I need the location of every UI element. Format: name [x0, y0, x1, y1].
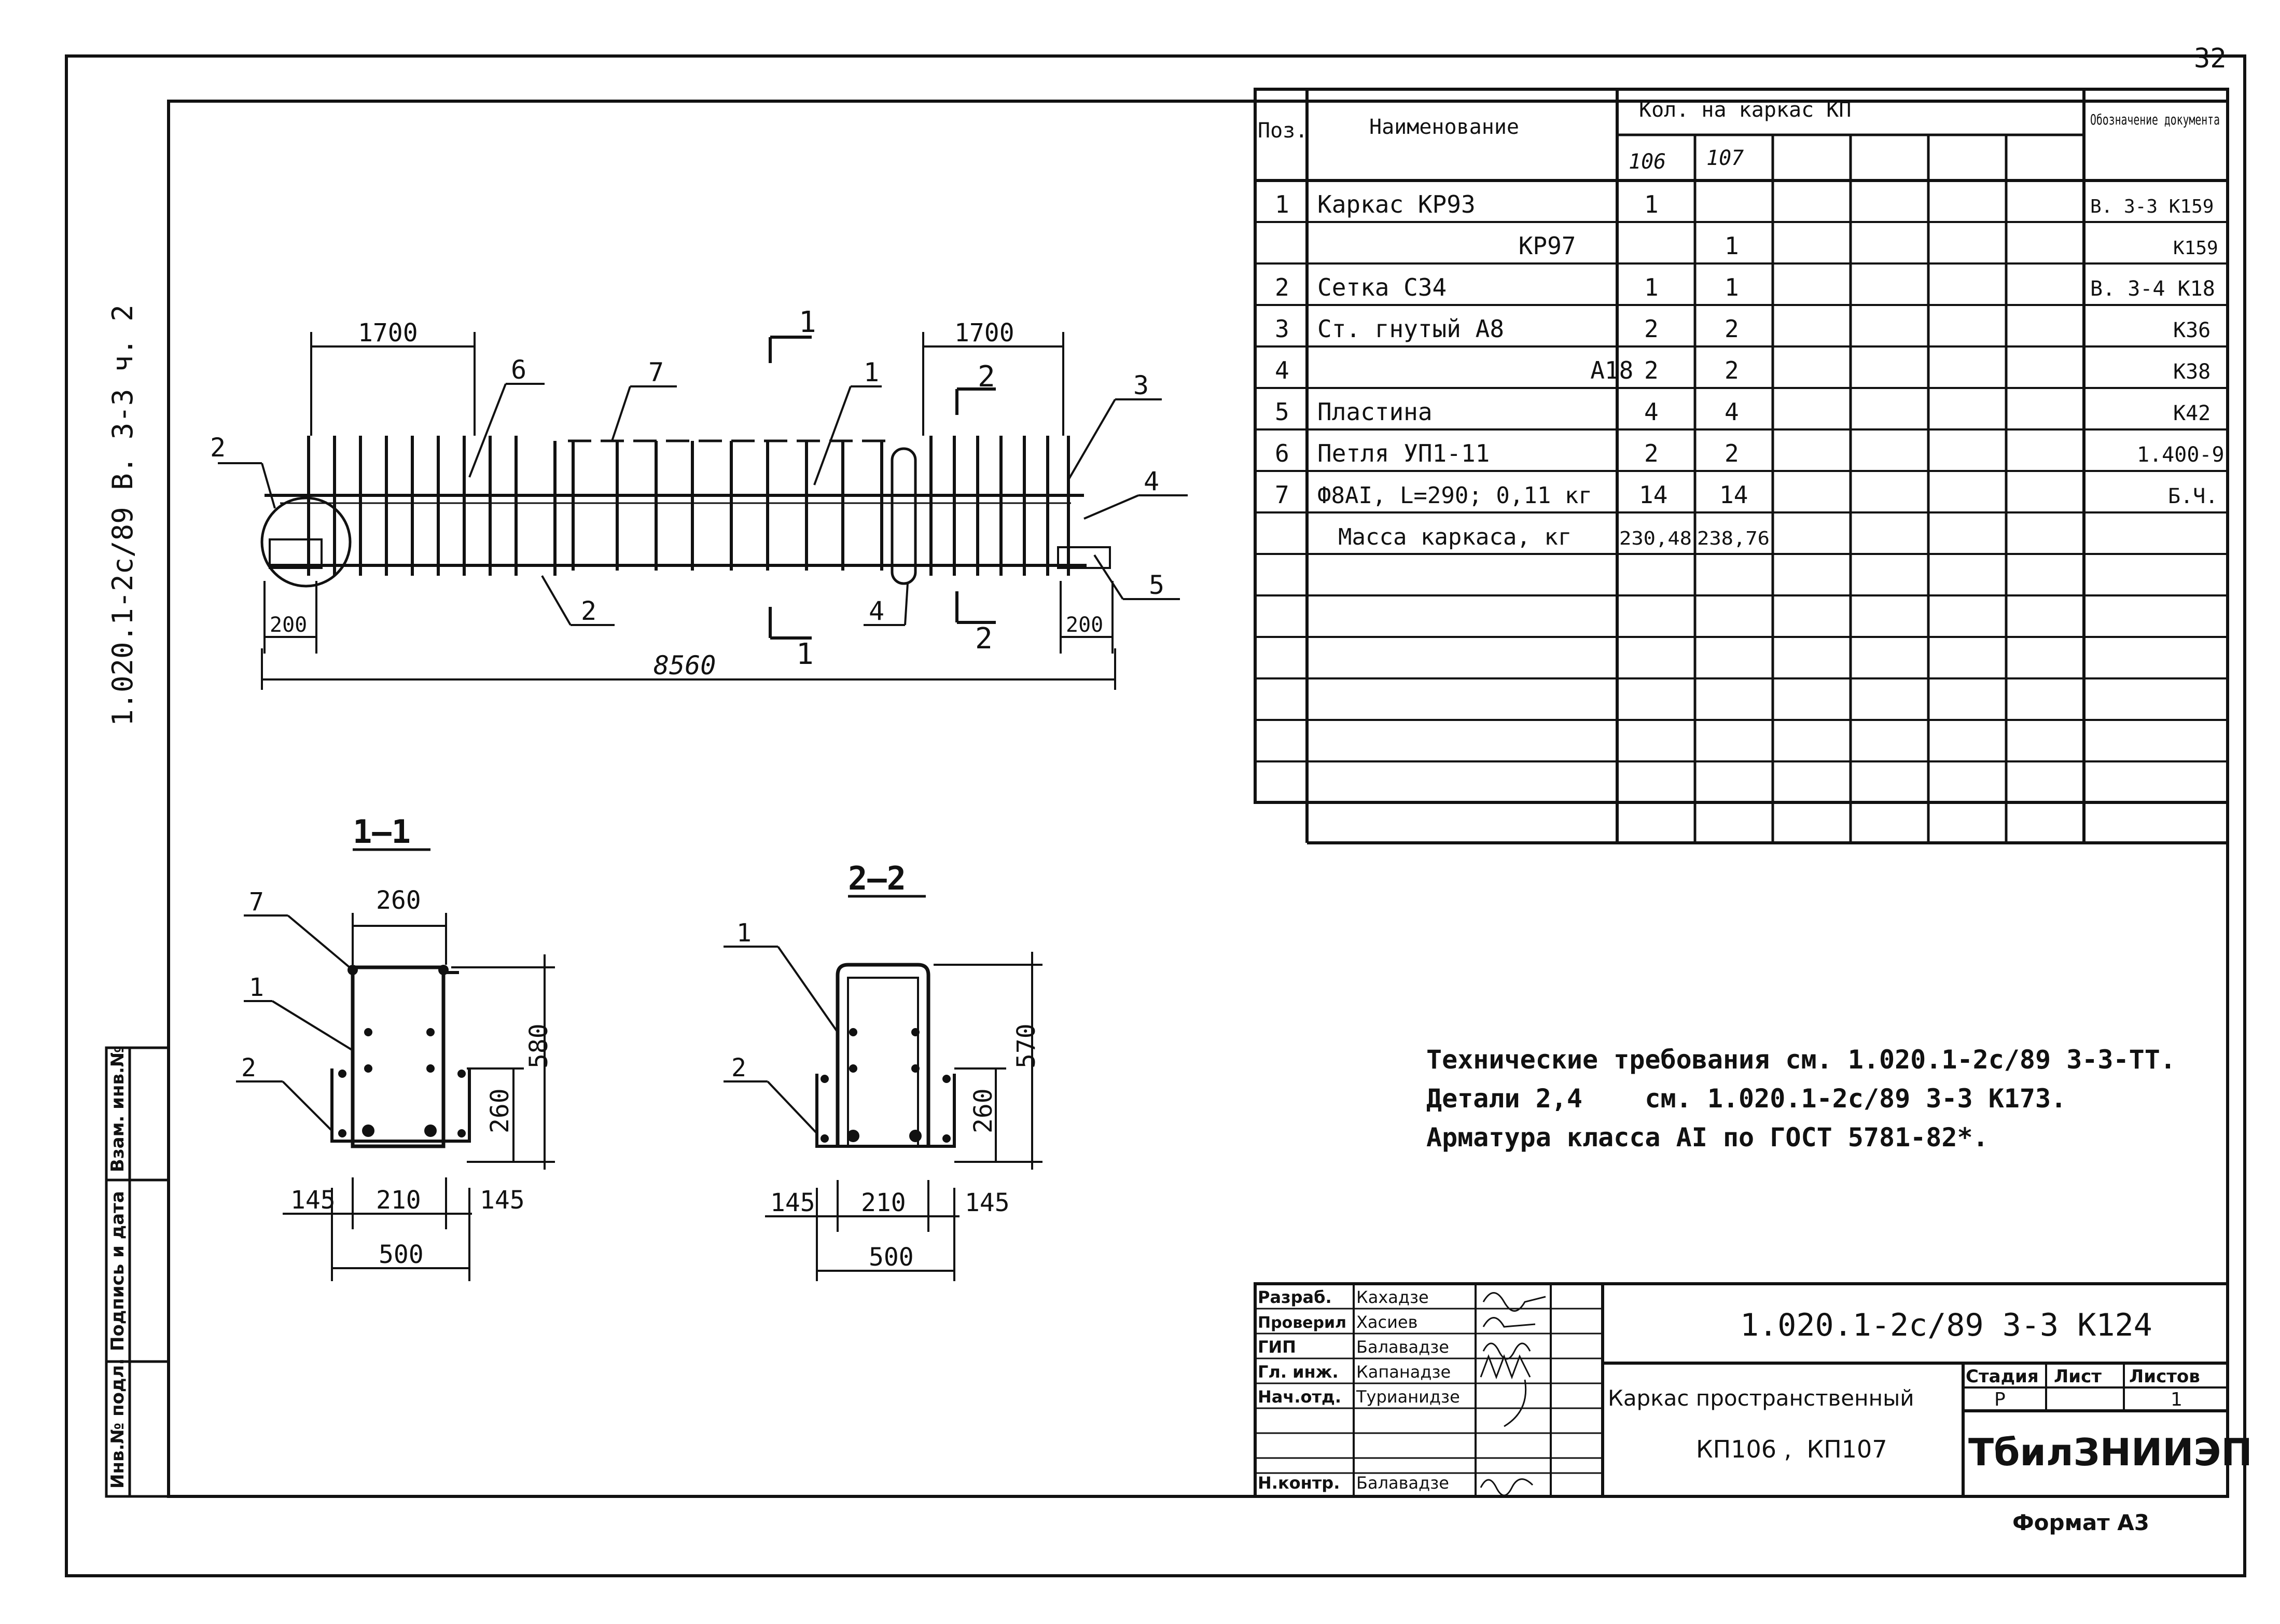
leader-2-bottom: 2: [581, 596, 597, 626]
title-line-1: Каркас пространственный: [1608, 1385, 1914, 1411]
signature-icon: [1483, 1343, 1530, 1359]
spec-header-107: 107: [1706, 146, 1744, 170]
spec-row: [1338, 524, 1770, 550]
s1-leader-2: 2: [241, 1053, 256, 1082]
signature-icon: [1504, 1380, 1526, 1426]
stirrups-right: [931, 436, 1068, 576]
technical-notes: [1426, 1045, 2176, 1153]
sheet-label: Лист: [2054, 1366, 2102, 1387]
leader-4-loop: 4: [869, 596, 885, 626]
svg-text:КР97: КР97: [1317, 232, 1576, 260]
sheets-label: Листов: [2129, 1366, 2200, 1387]
spec-row: [1275, 315, 2211, 343]
signature-row: [1258, 1380, 1526, 1426]
section-mark-1-top: 1: [799, 306, 816, 339]
side-label-sign: Подпись и дата: [107, 1191, 128, 1351]
signature-icon: [1483, 1318, 1535, 1327]
note-line-3: Арматура класса AI по ГОСТ 5781-82*.: [1426, 1122, 1989, 1153]
svg-text:5: 5: [1275, 398, 1289, 426]
svg-text:230,48: 230,48: [1619, 528, 1692, 549]
detail-circle: [262, 498, 350, 586]
s2-dim-500: 500: [869, 1243, 914, 1272]
svg-text:ГИП: ГИП: [1258, 1337, 1296, 1357]
svg-text:1: 1: [1725, 273, 1739, 301]
spec-header-pos: Поз.: [1258, 119, 1308, 143]
sheet-number: 32: [2194, 43, 2227, 74]
signature-icon: [1481, 1479, 1533, 1495]
note-line-2: Детали 2,4 см. 1.020.1-2с/89 3-3 К173.: [1426, 1084, 2067, 1114]
dim-1700-right: 1700: [954, 318, 1014, 348]
spec-header-qty: Кол. на каркас КП: [1639, 98, 1852, 122]
svg-text:2: 2: [1275, 273, 1289, 301]
svg-text:2: 2: [1725, 356, 1739, 384]
svg-text:6: 6: [1275, 439, 1289, 467]
svg-text:Ф8АI, L=290; 0,11 кг: Ф8АI, L=290; 0,11 кг: [1317, 482, 1592, 509]
s2-dim-145-right: 145: [965, 1188, 1010, 1217]
stirrups-left: [309, 436, 555, 576]
svg-text:Гл. инж.: Гл. инж.: [1258, 1362, 1339, 1382]
signature-row: [1258, 1337, 1530, 1359]
svg-text:Капанадзе: Капанадзе: [1356, 1362, 1451, 1382]
side-label-inv: Инв.№ подл.: [107, 1358, 128, 1489]
elevation-view: [210, 306, 1188, 690]
svg-text:2: 2: [1725, 439, 1739, 467]
svg-text:Кахадзе: Кахадзе: [1356, 1287, 1429, 1307]
stage-value: Р: [1994, 1389, 2006, 1410]
spec-row: [1275, 439, 2225, 467]
spec-row: [1275, 481, 2218, 509]
s1-dim-145-right: 145: [480, 1186, 525, 1215]
section-1-title: 1–1: [353, 813, 411, 851]
svg-text:Разраб.: Разраб.: [1258, 1287, 1332, 1307]
svg-text:2: 2: [1725, 315, 1739, 343]
s2-leader-1: 1: [736, 919, 752, 948]
leader-7: 7: [648, 357, 664, 387]
org-name: ТбилЗНИИЭП: [1968, 1431, 2253, 1474]
leader-2-detail: 2: [210, 433, 226, 463]
svg-text:1: 1: [1644, 273, 1659, 301]
dim-8560: 8560: [654, 650, 716, 681]
s1-dim-260-lower: 260: [485, 1088, 515, 1133]
title-block: [1255, 1284, 2253, 1496]
s2-dim-210: 210: [861, 1188, 906, 1217]
side-strip: [106, 304, 169, 1496]
svg-text:Турианидзе: Турианидзе: [1356, 1387, 1460, 1407]
lifting-loop: [892, 449, 915, 584]
s2-leader-2: 2: [731, 1053, 746, 1082]
section-mark-1-bottom: 1: [796, 637, 814, 671]
svg-text:4: 4: [1275, 356, 1289, 384]
svg-text:2: 2: [1644, 356, 1659, 384]
s2-dim-145-left: 145: [770, 1188, 815, 1217]
s2-dim-570: 570: [1012, 1023, 1041, 1068]
svg-text:Масса каркаса, кг: Масса каркаса, кг: [1338, 524, 1572, 550]
stirrups-middle: [573, 441, 882, 571]
spec-header-106: 106: [1629, 150, 1666, 174]
stage-label: Стадия: [1966, 1366, 2039, 1387]
section-mark-2-top: 2: [978, 360, 995, 394]
spec-row: [1275, 190, 2214, 218]
s1-dim-580: 580: [524, 1023, 553, 1068]
spec-header-doc: Обозначение документа: [2090, 111, 2220, 128]
svg-text:К159: К159: [2173, 238, 2218, 259]
s1-leader-1: 1: [249, 973, 264, 1002]
svg-text:3: 3: [1275, 315, 1289, 343]
s2-dim-260-lower: 260: [969, 1088, 998, 1133]
note-line-1: Технические требования см. 1.020.1-2с/89 3-3-ТТ.: [1426, 1045, 2176, 1075]
svg-text:К36: К36: [2173, 318, 2211, 342]
spec-header-name: Наименование: [1369, 115, 1519, 139]
svg-text:14: 14: [1719, 481, 1748, 509]
svg-text:14: 14: [1639, 481, 1668, 509]
spec-row: [1275, 356, 2211, 384]
section-mark-2-bottom: 2: [975, 622, 993, 656]
s1-dim-500: 500: [379, 1240, 424, 1269]
sheets-value: 1: [2171, 1389, 2182, 1410]
dim-200-left: 200: [270, 613, 308, 637]
svg-text:Б.Ч.: Б.Ч.: [2168, 484, 2218, 508]
doc-code: 1.020.1-2с/89 3-3 К124: [1740, 1307, 2152, 1343]
svg-text:Ст. гнутый А8: Ст. гнутый А8: [1317, 315, 1505, 343]
svg-text:Проверил: Проверил: [1258, 1314, 1346, 1332]
signature-row: [1258, 1287, 1546, 1311]
s1-leader-7: 7: [249, 887, 264, 917]
s1-dim-210: 210: [376, 1186, 421, 1215]
dim-200-right: 200: [1066, 613, 1104, 637]
svg-text:2: 2: [1644, 315, 1659, 343]
signature-icon: [1481, 1356, 1530, 1377]
svg-text:1: 1: [1725, 232, 1739, 260]
svg-text:К42: К42: [2173, 401, 2211, 425]
leader-4: 4: [1144, 466, 1160, 496]
inner-frame: [169, 101, 2228, 1496]
side-code: 1.020.1-2с/89 В. 3-3 ч. 2: [106, 304, 139, 726]
leader-5: 5: [1149, 570, 1165, 600]
svg-text:К38: К38: [2173, 360, 2211, 384]
svg-text:А18: А18: [1317, 356, 1634, 384]
title-line-2: КП106 , КП107: [1696, 1435, 1887, 1463]
leader-1: 1: [864, 357, 880, 387]
section-2-title: 2–2: [848, 859, 906, 897]
svg-text:Каркас КР93: Каркас КР93: [1317, 190, 1476, 218]
svg-text:Н.контр.: Н.контр.: [1258, 1473, 1340, 1493]
signature-row: [1258, 1473, 1533, 1495]
svg-text:Балавадзе: Балавадзе: [1356, 1473, 1449, 1493]
s1-dim-260-top: 260: [376, 886, 421, 915]
spec-row: [1275, 273, 2215, 301]
svg-text:1.400-9: 1.400-9: [2137, 443, 2225, 467]
leader-6: 6: [511, 355, 527, 385]
svg-text:238,76: 238,76: [1697, 528, 1770, 549]
svg-text:Хасиев: Хасиев: [1356, 1312, 1418, 1332]
svg-text:Нач.отд.: Нач.отд.: [1258, 1387, 1342, 1407]
svg-text:Пластина: Пластина: [1317, 398, 1433, 426]
svg-text:7: 7: [1275, 481, 1289, 509]
svg-text:1: 1: [1644, 190, 1659, 218]
s1-dim-145-left: 145: [290, 1186, 336, 1215]
svg-text:4: 4: [1644, 398, 1659, 426]
svg-text:В. 3-4 К18: В. 3-4 К18: [2090, 277, 2215, 301]
dim-1700-left: 1700: [358, 318, 418, 348]
signature-row: [1258, 1356, 1530, 1382]
format-label: Формат А3: [2012, 1510, 2149, 1535]
svg-text:Петля УП1-11: Петля УП1-11: [1317, 439, 1490, 467]
spec-table: [1255, 89, 2228, 843]
section-1-1: [236, 813, 555, 1281]
spec-row: [1275, 398, 2211, 426]
section-2-2: [724, 859, 1042, 1281]
leader-3: 3: [1133, 370, 1149, 400]
signature-row: [1258, 1312, 1535, 1332]
svg-text:Сетка С34: Сетка С34: [1317, 273, 1447, 301]
side-label-vzam: Взам. инв.№: [107, 1046, 128, 1172]
svg-text:2: 2: [1644, 439, 1659, 467]
svg-text:Балавадзе: Балавадзе: [1356, 1337, 1449, 1357]
svg-text:1: 1: [1275, 190, 1289, 218]
svg-text:В. 3-3 К159: В. 3-3 К159: [2090, 196, 2214, 217]
svg-text:4: 4: [1725, 398, 1739, 426]
